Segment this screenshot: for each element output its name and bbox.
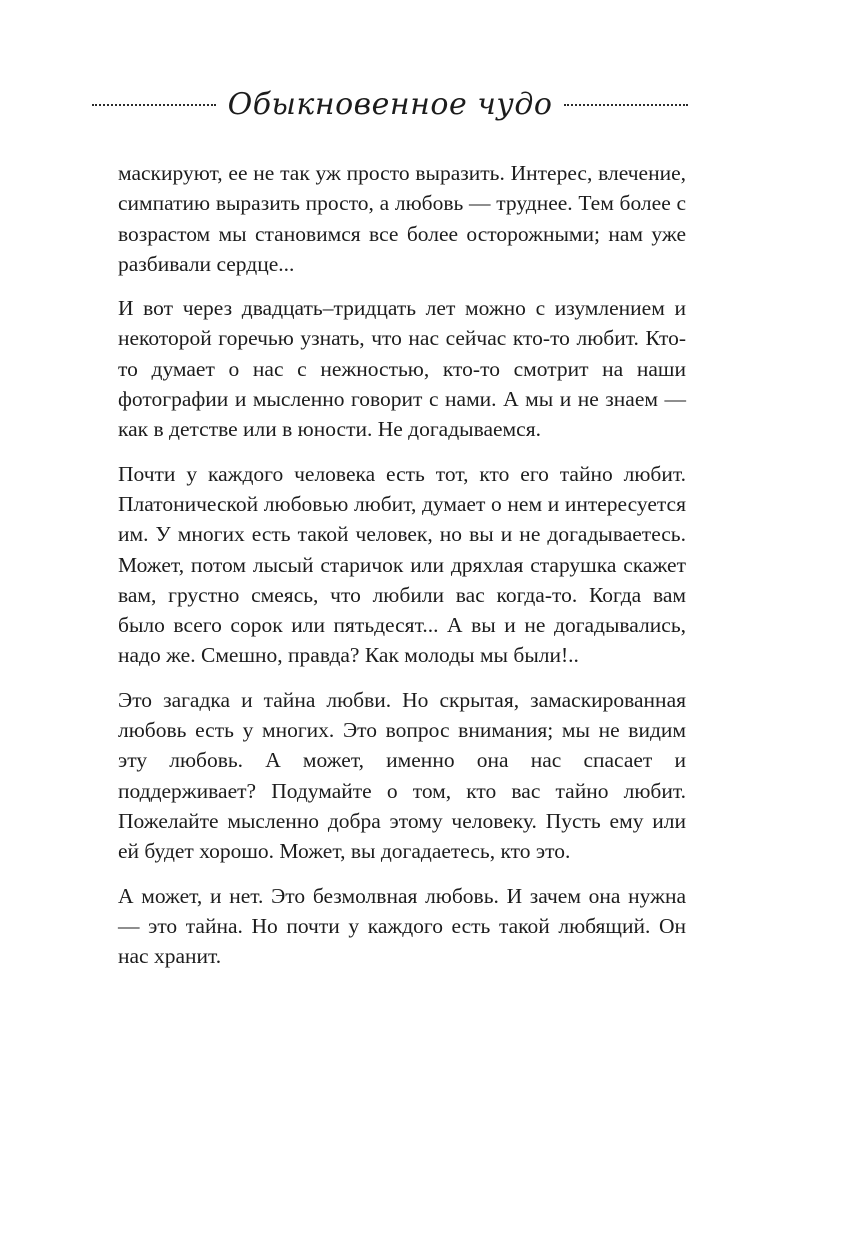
paragraph: Почти у каждого человека есть тот, кто его тайно любит. Платонической любовью любит, думает о нем и интересуется им. У многих есть такой человек, но вы и не догадываетесь. Может, потом лысый старичок или дряхлая старушка скажет вам, грустно смеясь, что любили вас когда-то. Когда вам было всего сорок или пятьдесят... А вы и не догадывались, надо же. Смешно, правда? Как молоды мы были!..: [118, 461, 686, 668]
running-header-title: Обыкновенное чудо: [227, 87, 553, 122]
paragraph: А может, и нет. Это безмолвная любовь. И зачем она нужна — это тайна. Но почти у каждого есть такой любящий. Он нас хранит.: [118, 883, 686, 969]
header-rule-left: [92, 104, 216, 106]
page-text: [118, 158, 686, 985]
paragraph: маскируют, ее не так уж просто выразить. Интерес, влечение, симпатию выразить просто, а любовь — труднее. Тем более с возрастом мы становимся все более осторожными; нам уже разбивали сердце...: [118, 161, 686, 276]
paragraph: Это загадка и тайна любви. Но скрытая, замаскированная любовь есть у многих. Это вопрос внимания; мы не видим эту любовь. А может, именно она нас спасает и поддерживает? Подумайте о том, кто вас тайно любит. Пожелайте мысленно добра этому человеку. Пусть ему или ей будет хорошо. Может, вы догадаетесь, кто это.: [118, 687, 686, 864]
header-rule-right: [564, 104, 688, 106]
paragraph: И вот через двадцать–тридцать лет можно с изумлением и некоторой горечью узнать, что нас сейчас кто-то любит. Кто-то думает о нас с нежностью, кто-то смотрит на наши фотографии и мысленно говорит с нами. А мы и не знаем — как в детстве или в юности. Не догадываемся.: [118, 296, 686, 442]
running-header: [92, 78, 688, 132]
